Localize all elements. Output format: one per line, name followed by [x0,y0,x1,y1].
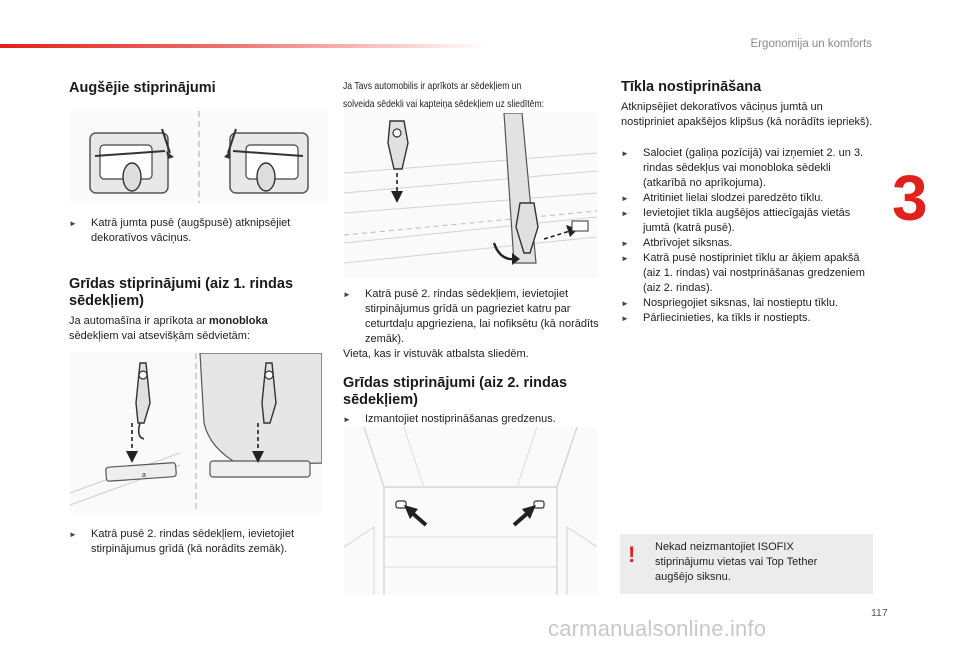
cargo-ring-drawing [344,427,597,595]
intro-rails-line2: solveida sēdekli vai kapteiņa sēdekļiem uz sliedītēm: [343,98,545,110]
floor-hook-drawing [70,353,322,513]
net-step: ► Atbrīvojet siksnas. [621,236,876,251]
page-number: 117 [871,607,888,619]
illustration-rail-anchor [344,113,597,278]
intro-text-end: sēdekļiem vai atsevišķām sēdvietām: [69,330,250,342]
rail-anchor-drawing [344,113,597,278]
bullet-insert-anchors-row2: ► Katrā pusē 2. rindas sēdekļiem, ievietojiet stirpinājumus grīdā (kā norādīts zemāk). [69,527,346,557]
net-step: ► Salociet (galiņa pozīcijā) vai izņemiet 2. un 3. rindas sēdekļus vai monobloka sēdekli (atkarībā no aprīkojuma). [621,146,876,191]
chapter-number: 3 [892,162,928,234]
bullet-use-rings: ► Izmantojiet nostiprināšanas gredzenus. [343,412,615,427]
illustration-floor-hooks [70,353,322,513]
net-steps-list [621,146,876,326]
intro-net-fixing: Atknipsējiet dekoratīvos vāciņus jumtā un nostipriniet apakšējos klipšus (kā norādīts iepriekš). [621,101,873,128]
net-step: ► Atritiniet lielai slodzei paredzēto tīklu. [621,191,876,206]
warning-note [620,534,873,594]
net-step: ► Katrā pusē nostipriniet tīklu ar āķiem apakšā (aiz 1. rindas) vai nostprināšanas gredzeniem (aiz 2. rindas). [621,251,876,296]
bullet-insert-rotate: ► Katrā pusē 2. rindas sēdekļiem, ievietojiet stirpinājumus grīdā un pagrieziet katru par ceturtdaļu apgrieziena, lai nofiksētu (kā norādīts zemāk). [343,287,615,347]
net-step: ► Ievietojiet tīkla augšējos attiecīgajās vietās jumtā (katrā pusē). [621,206,876,236]
section-title: Ergonomija un komforts [750,38,872,50]
warning-icon: ! [628,542,636,567]
intro-bold-term: monobloka [209,315,268,327]
header-accent-bar [0,44,490,48]
heading-upper-anchors: Augšējie stiprinājumi [69,80,216,96]
heading-net-fixing: Tīkla nostiprināšana [621,79,762,95]
illustration-cargo-rings [344,427,597,595]
heading-floor-anchors-row2: Grīdas stiprinājumi (aiz 2. rindas sēdekļiem) [343,375,568,408]
note-closest-rails: Vieta, kas ir vistuvāk atbalsta sliedēm. [343,348,529,360]
watermark: carmanualsonline.info [548,616,767,641]
net-step: ► Nospriegojiet siksnas, lai nostieptu tīklu. [621,296,876,311]
intro-text: Ja automašīna ir aprīkota ar [69,315,210,327]
net-step: ► Pārliecinieties, ka tīkls ir nostiepts. [621,311,876,326]
intro-monobloc [69,314,319,344]
roof-anchor-drawing [70,111,328,203]
intro-rails-line1: Ja Tavs automobilis ir aprīkots ar sēdekļiem un [343,80,522,92]
warning-text: Nekad neizmantojiet ISOFIX stiprinājumu vietas vai Top Tether augšējo siksnu. [655,541,818,583]
illustration-roof-anchors [70,111,328,203]
illustration-label: a [142,472,146,479]
bullet-remove-covers: ► Katrā jumta pusē (augšpusē) atknipsējiet dekoratīvos vāciņus. [69,216,346,246]
heading-floor-anchors-row1: Grīdas stiprinājumi (aiz 1. rindas sēdekļiem) [69,276,294,309]
